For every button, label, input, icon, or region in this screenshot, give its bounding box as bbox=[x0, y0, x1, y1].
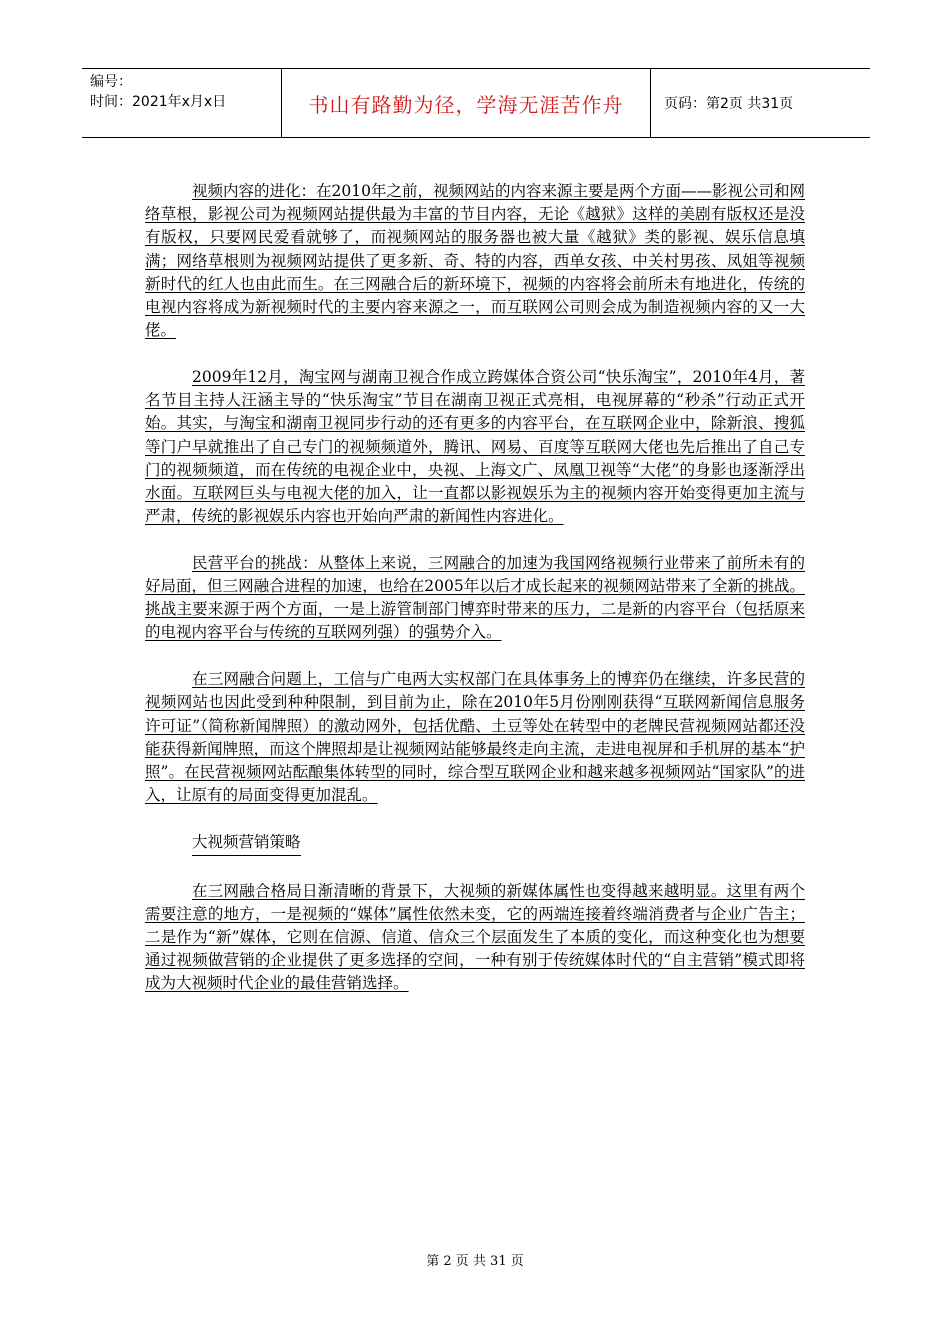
paragraph-private-platform-challenge: 民营平台的挑战：从整体上来说，三网融合的加速为我国网络视频行业带来了前所未有的好局面，但三网融合进程的加速，也给在2005年以后才成长起来的视频网站带来了全新的挑战。挑战主要来源于两个方面，一是上游管制部门博弈时带来的压力，二是新的内容平台（包括原来的电视内容平台与传统的互联网列强）的强势介入。 bbox=[145, 553, 805, 642]
paragraph-content-evolution: 视频内容的进化：在2010年之前，视频网站的内容来源主要是两个方面——影视公司和网络草根，影视公司为视频网站提供最为丰富的节目内容，无论《越狱》这样的美剧有版权还是没有版权，只要网民爱看就够了，而视频网站的服务器也被大量《越狱》类的影视、娱乐信息填满；网络草根则为视频网站提供了更多新、奇、特的内容，西单女孩、中关村男孩、凤姐等视频新时代的红人也由此而生。在三网融合后的新环境下，视频的内容将会前所未有地进化，传统的电视内容将成为新视频时代的主要内容来源之一，而互联网公司则会成为制造视频内容的又一大佬。 bbox=[145, 182, 805, 340]
document-body bbox=[145, 180, 805, 1019]
header-page-info: 页码：第2页 共31页 bbox=[664, 96, 794, 112]
document-number-label: 编号： bbox=[90, 74, 132, 90]
document-time-label: 时间：2021年x月x日 bbox=[90, 94, 227, 110]
header-meta bbox=[82, 69, 280, 137]
paragraph-taobao-hunan: 2009年12月，淘宝网与湖南卫视合作成立跨媒体合资公司“快乐淘宝”，2010年4月，著名节目主持人汪涵主导的“快乐淘宝”节目在湖南卫视正式亮相，电视屏幕的“秒杀”行动正式开始。其实，与淘宝和湖南卫视同步行动的还有更多的内容平台，在互联网企业中，除新浪、搜狐等门户早就推出了自己专门的视频频道外，腾讯、网易、百度等互联网大佬也先后推出了自己专门的视频频道，而在传统的电视企业中，央视、上海文广、凤凰卫视等“大佬”的身影也逐渐浮出水面。互联网巨头与电视大佬的加入，让一直都以影视娱乐为主的视频内容开始变得更加主流与严肃，传统的影视娱乐内容也开始向严肃的新闻性内容进化。 bbox=[145, 367, 805, 526]
header-motto: 书山有路勤为径，学海无涯苦作舟 bbox=[281, 69, 651, 137]
section-heading-text: 大视频营销策略 bbox=[192, 831, 301, 856]
paragraph-regulatory-game: 在三网融合问题上，工信与广电两大实权部门在具体事务上的博弈仍在继续，许多民营的视频网站也因此受到种种限制，到目前为止，除在2010年5月份刚刚获得“互联网新闻信息服务许可证”（简称新闻牌照）的激动网外，包括优酷、土豆等处在转型中的老牌民营视频网站都还没能获得新闻牌照，而这个牌照却是让视频网站能够最终走向主流，走进电视屏和手机屏的基本“护照”。在民营视频网站酝酿集体转型的同时，综合型互联网企业和越来越多视频网站“国家队”的进入，让原有的局面变得更加混乱。 bbox=[145, 670, 805, 805]
page-header bbox=[82, 68, 870, 138]
section-heading bbox=[145, 831, 805, 856]
paragraph-marketing-strategy: 在三网融合格局日渐清晰的背景下，大视频的新媒体属性也变得越来越明显。这里有两个需要注意的地方，一是视频的“媒体”属性依然未变，它的两端连接着终端消费者与企业广告主；二是作为“新”媒体，它则在信源、信道、信众三个层面发生了本质的变化，而这种变化也为想要通过视频做营销的企业提供了更多选择的空间，一种有别于传统媒体时代的“自主营销”模式即将成为大视频时代企业的最佳营销选择。 bbox=[145, 881, 805, 993]
page-footer: 第 2 页 共 31 页 bbox=[426, 1254, 524, 1269]
